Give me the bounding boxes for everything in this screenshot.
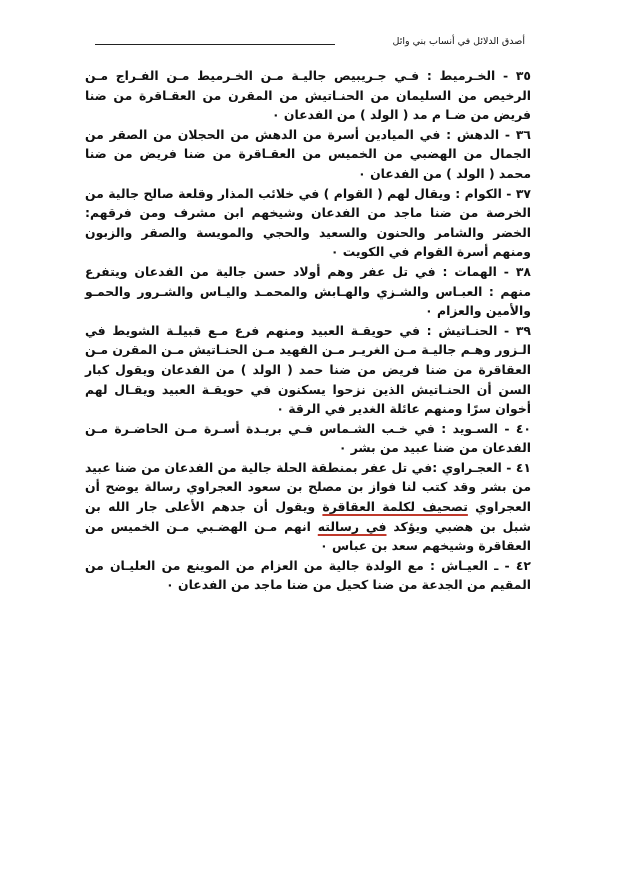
- entry-number: ٣٦: [515, 126, 531, 142]
- entry-35: [85, 66, 531, 125]
- entry-dash: -: [504, 126, 511, 142]
- page-header: [95, 36, 525, 52]
- entry-text: : في تل عفر وهم أولاد حسن جالية من الفدعان ويتفرع منهم : العبـاس والشـزي والهـابش والمحمـد واليـاس والشـرور والحمـو والأمين والعزام ٠: [85, 263, 531, 319]
- entry-text: انهم مـن الهضـبي مـن الخميس من العقاقرة وشيخهم سعد بن عباس ٠: [85, 518, 531, 554]
- entry-dash: -: [504, 557, 510, 573]
- entry-name: الدهش: [456, 126, 500, 142]
- entry-number: ٤٠: [515, 420, 531, 436]
- entry-39: [85, 321, 531, 419]
- entry-number: ٣٧: [515, 185, 531, 201]
- entry-name: الخـرميط: [439, 68, 496, 83]
- header-rule: [95, 44, 335, 45]
- header-title: أصدق الدلائل في أنساب بني وائل: [392, 36, 525, 47]
- entry-37: [85, 184, 531, 262]
- entry-text: ويقول أن جدهم الأعلى جار الله بن شبل بن هضبي ويؤكد: [85, 499, 531, 534]
- document-body: [85, 66, 531, 595]
- entry-dash: -: [506, 185, 512, 201]
- entry-40: [85, 419, 531, 458]
- entry-text: : فـي جـريبيص جاليـة مـن الخـرميط مـن الفـراج مـن الرخيص من السليمان من الحنـاتيش من المقرن من العقـاقرة من ضنا فريض من ضـا م مد ( الولد ) من الفدعان ٠: [85, 68, 531, 123]
- entry-text: : مع الولدة جالية من العزام من الموينع من العليـان من المقيم من الجدعة من ضنا كحيل من ضنا ماجد من الفدعان ٠: [85, 557, 531, 593]
- underlined-text: تصحيف لكلمة العقاقرة: [322, 499, 468, 515]
- entry-dash: -: [504, 420, 510, 436]
- entry-name: الهمات: [454, 263, 497, 279]
- underlined-text: في رسالته: [317, 518, 387, 534]
- entry-name: السـويد: [452, 420, 498, 436]
- entry-name: ـ العيـاش: [441, 557, 499, 573]
- entry-number: ٣٥: [515, 68, 531, 83]
- entry-dash: -: [506, 459, 512, 475]
- entry-36: [85, 125, 531, 184]
- entry-name: الكوام: [464, 185, 502, 201]
- entry-dash: -: [502, 68, 509, 83]
- entry-dash: -: [503, 263, 509, 279]
- entry-text: : في حويقـة العبيد ومنهم فرع مـع قبيلـة الشويط في الـزور وهـم جاليـة مـن الغريـر مـن الفهيد مـن الحنـاتيش مـن المقرن مـن العقاقرة من ضنا فريض من ضنا حمد ( الولد ) من الفدعان ويقول كبار السن أن الحنـاتيش الذين نزحوا يسكنون في حويقـة العبيد ويقـال لهم أخوان سرًا ومنهم عائلة الغدير في الرقة ٠: [85, 322, 531, 417]
- entry-number: ٤١: [515, 459, 531, 475]
- entry-text: :في تل عفر بمنطقة الحلة جالية من الفدعان من ضنا عبيد من بشر وقد كتب لنا فواز بن مصلح بن سعود العجراوي رسالة يوضح أن العجراوي: [85, 459, 531, 515]
- entry-dash: -: [504, 322, 510, 338]
- entry-text: : في الميادين أسرة من الدهش من الحجلان من الصقر من الجمال من الهضبي من الخميس من العقـاقرة من ضنا فريض من ضنا محمد ( الولد ) من الفدعان ٠: [85, 126, 531, 181]
- entry-text: : ويقال لهم ( القوام ) في خلائب المذار وقلعة صالح جالية من الخرصة من ضنا ماجد من الفدعان وشيخهم ابن مشرف ومن فرقهم: الخضر والشامر والحنون والسعيد والحجي والمويسة والصقر والزبون ومنهم أسرة القوام في الكويت ٠: [85, 185, 531, 260]
- entry-number: ٣٨: [515, 263, 531, 279]
- entry-number: ٤٢: [515, 557, 531, 573]
- entry-41: [85, 458, 531, 556]
- entry-number: ٣٩: [515, 322, 531, 338]
- entry-38: [85, 262, 531, 321]
- entry-text: : في خـب الشـماس فـي بريـدة أسـرة مـن الحاضـرة مـن الفدعان من ضنا عبيد من بشر ٠: [85, 420, 531, 456]
- entry-name: العجـراوي: [441, 459, 502, 475]
- entry-name: الحنـاتيش: [438, 322, 498, 338]
- entry-42: [85, 556, 531, 595]
